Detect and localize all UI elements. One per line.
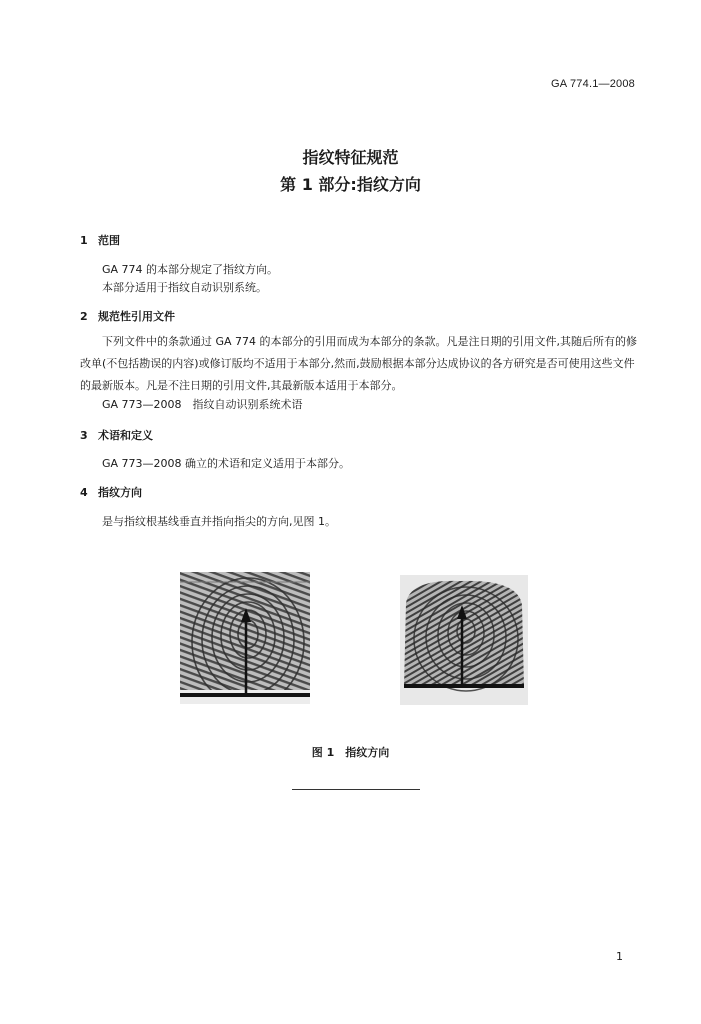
- section-title: 指纹方向: [98, 486, 142, 499]
- fingerprint-left-graphic: [180, 572, 310, 704]
- section-number: 4: [80, 486, 88, 499]
- page-number: 1: [616, 950, 623, 963]
- section-4-heading: [80, 484, 142, 500]
- section-number: 2: [80, 310, 88, 323]
- end-rule: [292, 789, 420, 790]
- section-3-heading: [80, 427, 153, 443]
- standard-code: GA 774.1—2008: [551, 78, 635, 90]
- section-title: 范围: [98, 234, 120, 247]
- section-number: 1: [80, 234, 88, 247]
- section-2-paragraph: 下列文件中的条款通过 GA 774 的本部分的引用而成为本部分的条款。凡是注日期的引用文件,其随后所有的修改单(不包括勘误的内容)或修订版均不适用于本部分,然而,鼓励根据本部分达成协议的各方研究是否可使用这些文件的最新版本。凡是不注日期的引用文件,其最新版本适用于本部分。: [80, 335, 638, 392]
- fingerprint-image-left: [180, 572, 310, 704]
- figure-caption: 图 1 指纹方向: [311, 746, 390, 759]
- document-title: 指纹特征规范: [302, 148, 399, 167]
- fingerprint-image-right: [400, 575, 528, 705]
- section-3-line-1: GA 773—2008 确立的术语和定义适用于本部分。: [102, 457, 351, 470]
- section-1-line-2: 本部分适用于指纹自动识别系统。: [102, 281, 267, 294]
- section-title: 规范性引用文件: [98, 310, 175, 323]
- section-2-heading: [80, 308, 175, 324]
- section-2-reference: GA 773—2008 指纹自动识别系统术语: [102, 398, 303, 411]
- section-number: 3: [80, 429, 88, 442]
- fingerprint-right-graphic: [400, 575, 528, 705]
- section-title: 术语和定义: [98, 429, 153, 442]
- section-1-heading: [80, 232, 120, 248]
- document-subtitle: 第 1 部分:指纹方向: [280, 175, 421, 194]
- section-4-line-1: 是与指纹根基线垂直并指向指尖的方向,见图 1。: [102, 515, 336, 528]
- section-1-line-1: GA 774 的本部分规定了指纹方向。: [102, 263, 279, 276]
